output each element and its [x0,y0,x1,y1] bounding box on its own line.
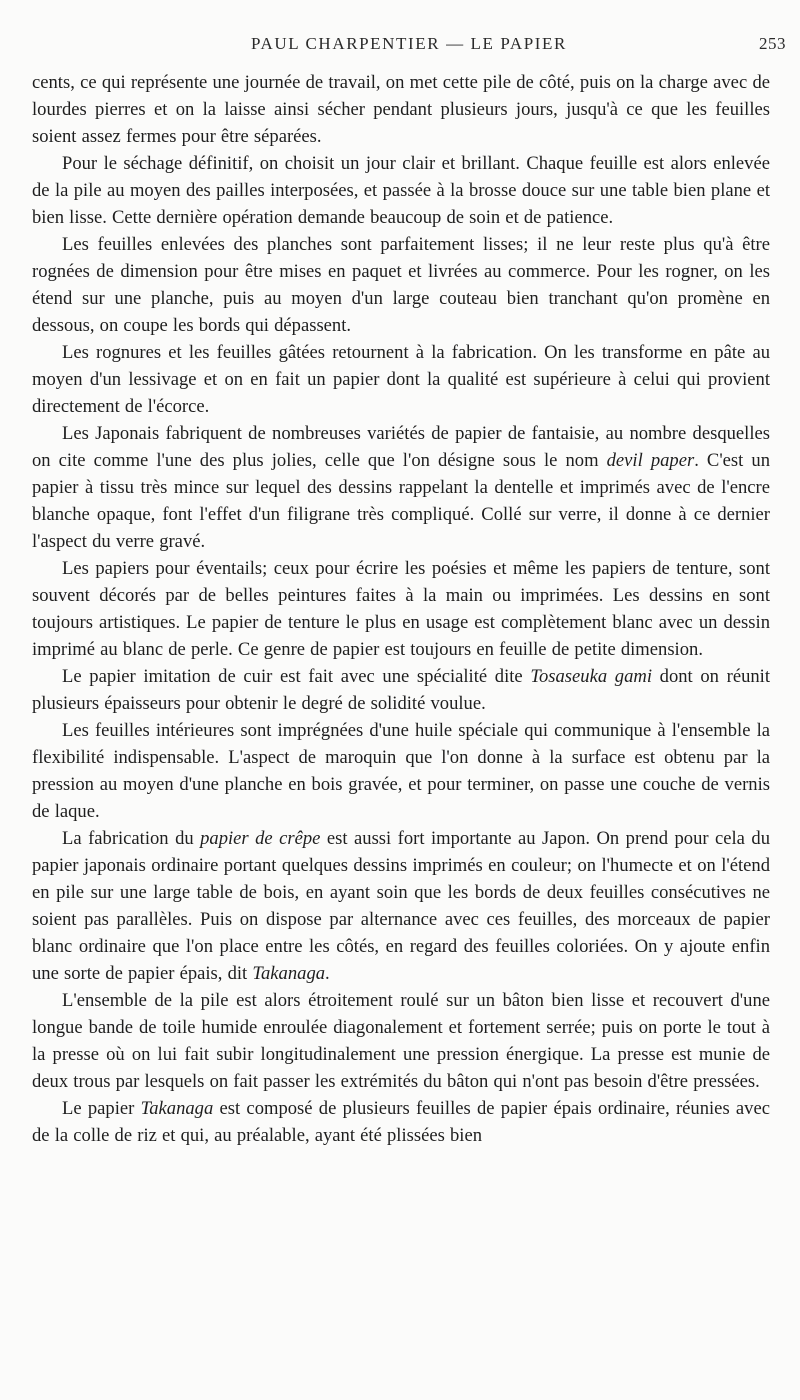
paragraph-takanaga [32,1095,770,1149]
page-body [32,69,770,1149]
paragraph-text: Les Japonais fabriquent de nombreuses variétés de papier de fantaisie, au nombre desquelles on cite comme l'une des plus jolies, celle que l'on désigne sous le nom [32,423,770,471]
paragraph-papier-crepe [32,825,770,987]
paragraph-sechage: Pour le séchage définitif, on choisit un jour clair et brillant. Chaque feuille est alors enlevée de la pile au moyen des pailles interposées, et passée à la brosse douce sur une table bien plane et bien lisse. Cette dernière opération demande beaucoup de soin et de patience. [32,153,770,228]
paragraph-text: dont on réunit plusieurs épaisseurs pour obtenir le degré de solidité voulue. [32,666,770,714]
italic-term: devil paper [606,450,695,471]
paragraph-text: Le papier imitation de cuir est fait avec une spécialité dite [62,666,531,687]
paragraph-eventails: Les papiers pour éventails; ceux pour écrire les poésies et même les papiers de tenture, sont souvent décorés par de belles peintures faites à la main ou imprimées. Les dessins en sont toujours artistiques. Le papier de tenture le plus en usage est complètement blanc avec un dessin imprimé au blanc de perle. Ce genre de papier est toujours en feuille de petite dimension. [32,558,770,660]
paragraph-devil-paper [32,420,770,555]
italic-term: Takanaga [140,1098,214,1119]
running-title: PAUL CHARPENTIER — LE PAPIER [251,34,567,53]
page-number: 253 [759,34,786,53]
running-head [32,34,786,58]
paragraph-rognage: Les feuilles enlevées des planches sont parfaitement lisses; il ne leur reste plus qu'à être rognées de dimension pour être mises en paquet et livrées au commerce. Pour les rogner, on les étend sur une planche, puis au moyen d'un large couteau bien tranchant qu'on promène en dessous, on coupe les bords qui dépassent. [32,234,770,336]
paragraph-text: La fabrication du [62,828,201,849]
italic-term: Takanaga [252,963,326,984]
paragraph-text: . [325,963,330,984]
paragraph-rognures: Les rognures et les feuilles gâtées retournent à la fabrication. On les transforme en pâte au moyen d'un lessivage et on en fait un papier dont la qualité est supérieure à celui qui provient directement de l'écorce. [32,342,770,417]
paragraph-text: . C'est un papier à tissu très mince sur lequel des dessins rappelant la dentelle et imprimés avec de l'encre blanche opaque, font l'effet d'un filigrane très compliqué. Collé sur verre, il donne à ce dernier l'aspect du verre gravé. [32,450,770,552]
paragraph-imitation-cuir [32,663,770,717]
paragraph-text: est aussi fort importante au Japon. On prend pour cela du papier japonais ordinaire portant quelques dessins imprimés en couleur; on l'humecte et on l'étend en pile sur une large table de bois, en ayant soin que les bords de deux feuilles consécutives ne soient pas parallèles. Puis on dispose par alternance avec ces feuilles, des morceaux de papier blanc ordinaire que l'on place entre les côtés, en regard des feuilles coloriées. On y ajoute enfin une sorte de papier épais, dit [32,828,770,984]
paragraph-text: est composé de plusieurs feuilles de papier épais ordinaire, réunies avec de la colle de riz et qui, au préalable, ayant été plissées bien [32,1098,770,1146]
paragraph-continuation: cents, ce qui représente une journée de travail, on met cette pile de côté, puis on la charge avec de lourdes pierres et on la laisse ainsi sécher pendant plusieurs jours, jusqu'à ce que les feuilles soient assez fermes pour être séparées. [32,72,770,147]
paragraph-text: Le papier [62,1098,141,1119]
italic-term: Tosaseuka gami [530,666,652,687]
italic-term: papier de crêpe [200,828,321,849]
paragraph-ensemble-pile: L'ensemble de la pile est alors étroitement roulé sur un bâton bien lisse et recouvert d'une longue bande de toile humide enroulée diagonalement et fortement serrée; puis on porte le tout à la presse où on lui fait subir longitudinalement une pression énergique. La presse est munie de deux trous par lesquels on fait passer les extrémités du bâton qui n'ont pas besoin d'être pressées. [32,990,770,1092]
paragraph-feuilles-interieures: Les feuilles intérieures sont imprégnées d'une huile spéciale qui communique à l'ensemble la flexibilité indispensable. L'aspect de maroquin que l'on donne à la surface est obtenu par la pression au moyen d'une planche en bois gravée, et pour terminer, on passe une couche de vernis de laque. [32,720,770,822]
